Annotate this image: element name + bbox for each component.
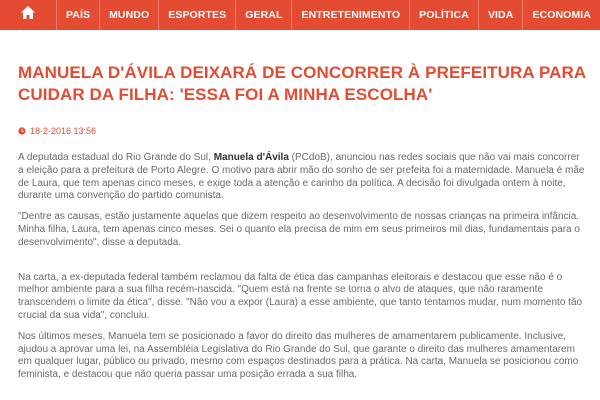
paragraph-text: A deputada estadual do Rio Grande do Sul, xyxy=(18,152,214,163)
nav-item-vida[interactable]: VIDA xyxy=(479,0,524,30)
home-icon xyxy=(21,6,35,24)
article-meta xyxy=(18,126,96,136)
nav-item-esportes[interactable]: ESPORTES xyxy=(159,0,236,30)
article-paragraph: Na carta, a ex-deputada federal também reclamou da falta de ética das campanhas eleitorais e destacou que esse não é o melhor ambiente para a sua filha recém-nascida. "Quem está na frente se torna o alvo de ataques, que não raramente transcendem o limite da ética", disse. "Não vou a expor (Laura) a esse ambiente, que tanto tentamos mudar, num momento tão crucial da sua vida", concluiu. xyxy=(18,271,583,321)
article-date: 18-2-2016 13:56 xyxy=(30,126,97,136)
article-paragraph: Nos últimos meses, Manuela tem se posicionado a favor do direito das mulheres de amamentarem publicamente. Inclusive, ajudou a aprovar uma lei, na Assembléia Legislativa do Rio Grande do Sul, que garante o direito das mulheres amamentarem em qualquer lugar, público ou privado, mesmo com espaços destinados para a prática. Na carta, Manuela se posicionou como feminista, e destacou que não queria passar uma posição errada a sua filha. xyxy=(18,330,579,381)
article-title: MANUELA D'ÁVILA DEIXARÁ DE CONCORRER À PREFEITURA PARA CUIDAR DA FILHA: 'ESSA FOI A MINHA ESCOLHA' xyxy=(18,63,586,104)
top-navigation-bar xyxy=(0,0,600,30)
nav-item-mundo[interactable]: MUNDO xyxy=(100,0,159,30)
article-paragraph xyxy=(18,152,586,203)
article-paragraph: "Dentre as causas, estão justamente aquelas que dizem respeito ao desenvolvimento de nossas crianças na primeira infância. Minha filha, Laura, tem apenas cinco meses. Sei o quanto ela precisa de mim em seus primeiros mil dias, fundamentais para o desenvolvimento", disse a deputada. xyxy=(18,211,580,248)
clock-icon xyxy=(18,127,26,135)
nav-item-politica[interactable]: POLÍTICA xyxy=(410,0,479,30)
paragraph-text: (PCdoB), anunciou nas redes sociais que não vai mais concorrer a eleição para a prefeitura de Porto Alegre. O motivo para abrir mão do sonho de ser prefeita foi a maternidade. Manuela é mãe de Laura, que tem apenas cinco meses, e exige toda a atenção e carinho da política. A decisão foi divulgada ontem à noite, durante uma convenção do partido comunista. xyxy=(18,152,585,202)
nav-item-economia[interactable]: ECONOMIA xyxy=(532,9,591,21)
article-body xyxy=(18,152,586,390)
nav-item-geral[interactable]: GERAL xyxy=(236,0,292,30)
nav-item-pais[interactable]: PAÍS xyxy=(57,0,100,30)
author-name: Manuela d'Ávila xyxy=(213,152,289,163)
nav-item-entretenimento[interactable]: ENTRETENIMENTO xyxy=(292,0,410,30)
home-button[interactable] xyxy=(0,0,57,30)
